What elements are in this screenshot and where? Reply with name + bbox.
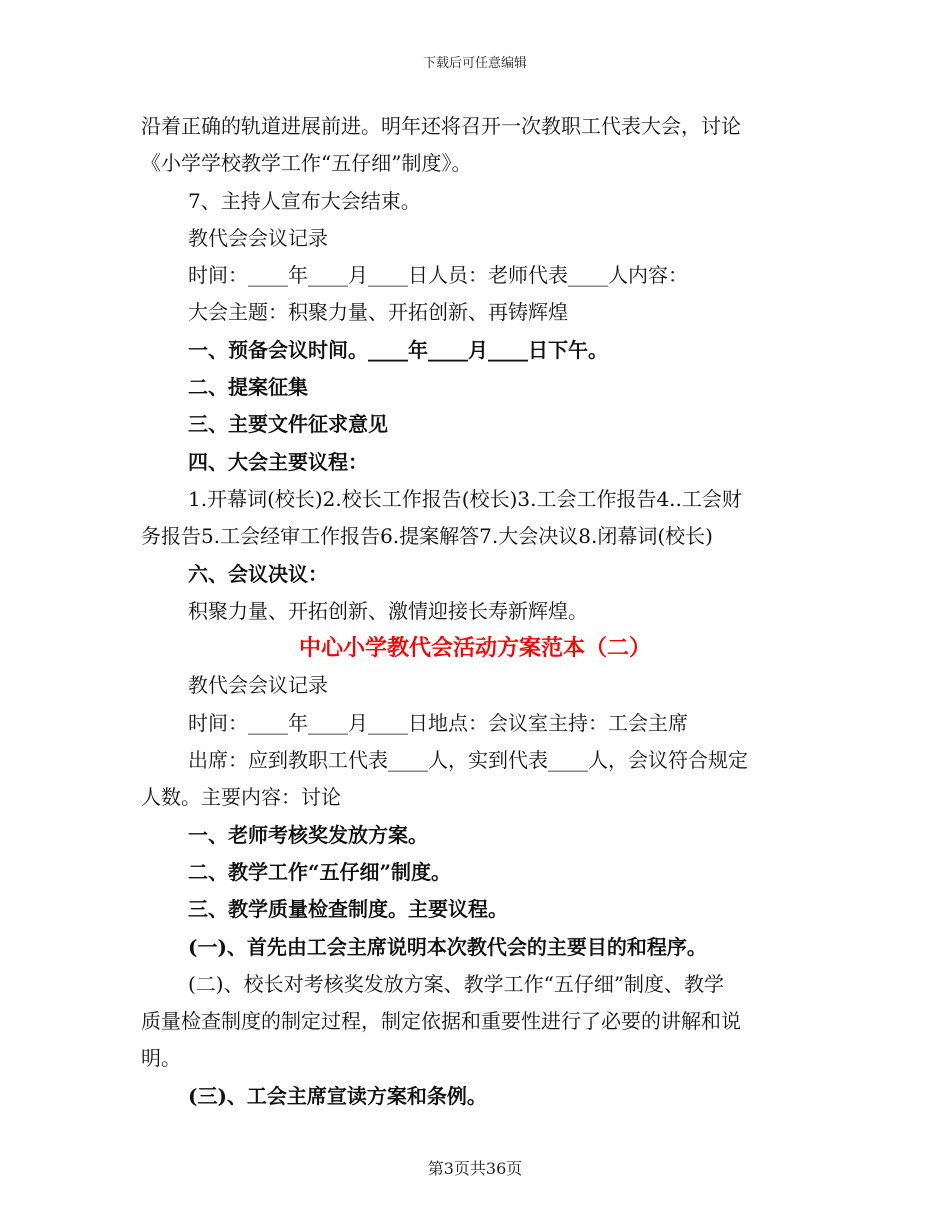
section-heading: 三、教学质量检查制度。主要议程。 [188, 897, 508, 922]
paragraph-line: 务报告5.工会经审工作报告6.提案解答7.大会决议8.闭幕词(校长) [141, 524, 713, 549]
section-heading: (一)、首先由工会主席说明本次教代会的主要目的和程序。 [188, 934, 707, 959]
section-heading: 三、主要文件征求意见 [188, 412, 388, 437]
document-title: 中心小学教代会活动方案范本（二） [298, 635, 651, 662]
section-heading: 二、教学工作“五仔细”制度。 [188, 859, 452, 884]
paragraph-line: 明。 [141, 1046, 181, 1071]
paragraph-line: 教代会会议记录 [188, 673, 328, 698]
section-heading: 二、提案征集 [188, 375, 308, 400]
paragraph-line: 7、主持人宣布大会结束。 [188, 188, 421, 213]
paragraph-line: 质量检查制度的制定过程，制定依据和重要性进行了必要的讲解和说 [141, 1009, 741, 1034]
paragraph-line: 教代会会议记录 [188, 225, 328, 250]
section-heading: 六、会议决议： [188, 561, 328, 586]
paragraph-line: 人数。主要内容：讨论 [141, 785, 341, 810]
page-footer: 第3页共36页 [427, 1159, 523, 1178]
paragraph-line: 沿着正确的轨道进展前进。明年还将召开一次教职工代表大会，讨论 [141, 114, 741, 138]
paragraph-line: 大会主题：积聚力量、开拓创新、再铸辉煌 [188, 300, 568, 325]
paragraph-line: 出席：应到教职工代表____人，实到代表____人，会议符合规定 [188, 748, 748, 773]
page-header: 下载后可任意编辑 [422, 56, 527, 71]
paragraph-line: 1.开幕词(校长)2.校长工作报告(校长)3.工会工作报告4..工会财 [188, 486, 742, 511]
paragraph-line: 《小学学校教学工作“五仔细”制度》。 [141, 151, 472, 176]
section-heading: 四、大会主要议程： [188, 449, 368, 474]
document-body [141, 108, 809, 1115]
paragraph-line: 积聚力量、开拓创新、激情迎接长寿新辉煌。 [188, 598, 588, 623]
paragraph-line: 时间：____年____月____日人员：老师代表____人内容： [188, 263, 688, 288]
paragraph-line: (二)、校长对考核奖发放方案、教学工作“五仔细”制度、教学 [188, 971, 725, 996]
section-heading: 一、预备会议时间。____年____月____日下午。 [188, 337, 608, 362]
section-heading: (三)、工会主席宣读方案和条例。 [188, 1083, 487, 1108]
paragraph-line: 时间：____年____月____日地点：会议室主持：工会主席 [188, 710, 688, 735]
section-heading: 一、老师考核奖发放方案。 [188, 822, 428, 847]
